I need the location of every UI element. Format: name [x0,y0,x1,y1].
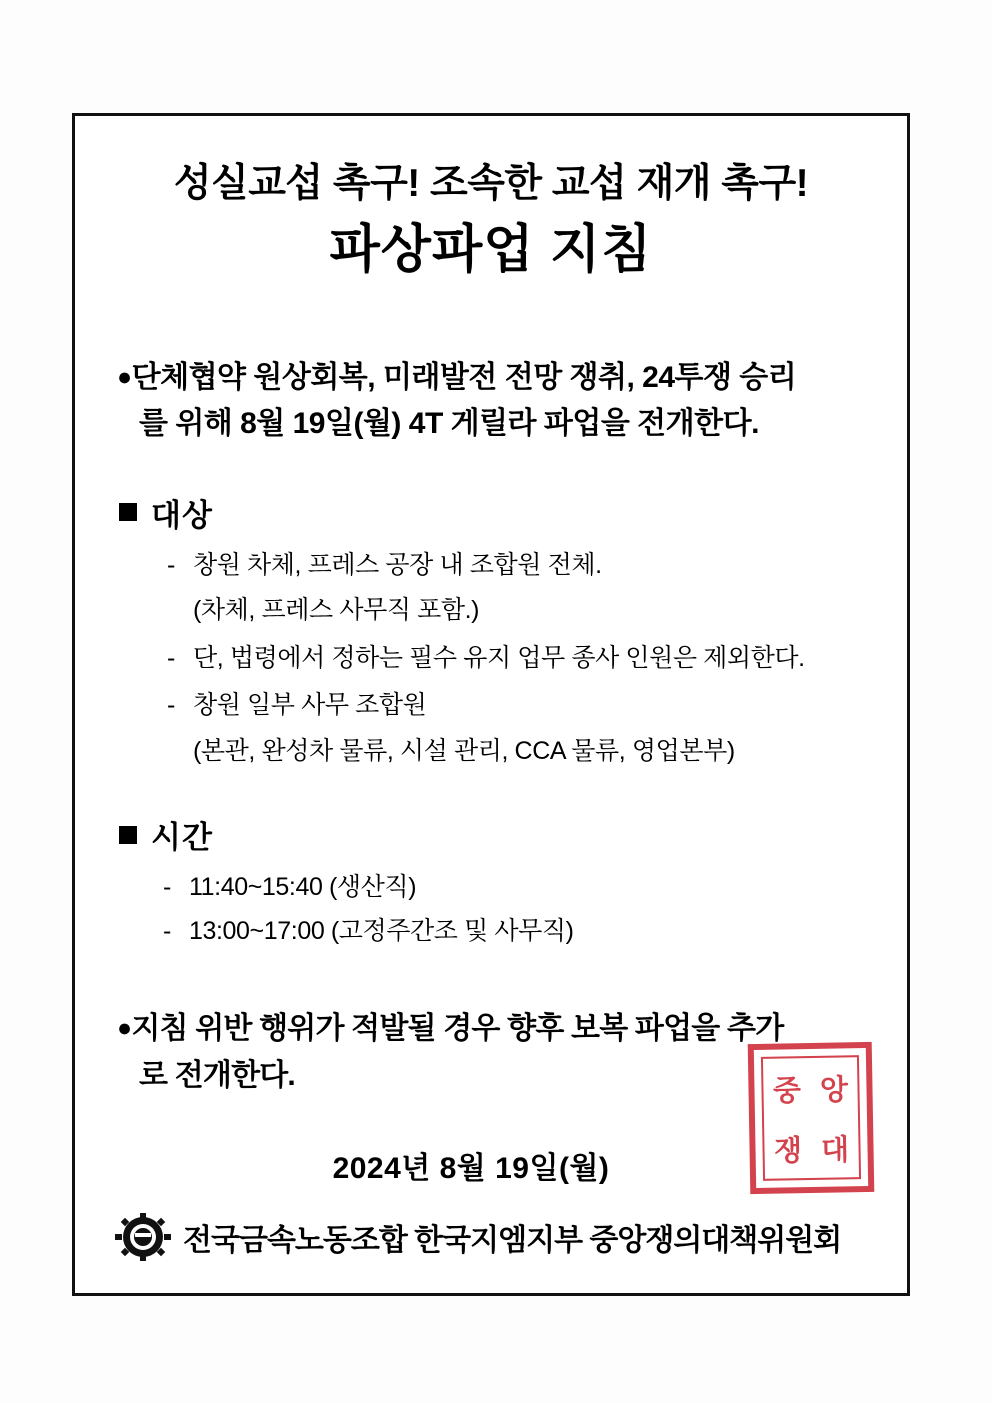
dash-icon: - [167,550,175,579]
list-item-subtext: (본관, 완성차 물류, 시설 관리, CCA 물류, 영업본부) [193,736,735,765]
page-title: 파상파업 지침 [329,220,653,279]
lead-line-1: 단체협약 원상회복, 미래발전 전망 쟁취, 24투쟁 승리 [131,360,797,394]
seal-char-1: 중 [772,1072,802,1108]
list-item-text: 창원 차체, 프레스 공장 내 조합원 전체. [193,550,602,579]
bullet-dot-icon: ● [117,1014,132,1043]
bullet-dot-icon: ● [117,362,132,391]
list-item-subtext: (차체, 프레스 사무직 포함.) [193,596,480,625]
square-bullet-icon [119,503,137,521]
issuing-organization: 전국금속노동조합 한국지엠지부 중앙쟁의대책위원회 [183,1224,842,1258]
square-bullet-icon [119,826,137,844]
section-target-heading [119,490,873,535]
list-item [163,913,873,951]
red-seal-stamp [748,1042,875,1194]
warning-line-2: 로 전개한다. [139,1058,295,1092]
section-target-heading-text: 대상 [151,497,213,533]
signature-row [109,1213,873,1261]
dash-icon: - [167,691,175,720]
lead-line-2: 를 위해 8월 19일(월) 4T 게릴라 파업을 전개한다. [139,407,759,441]
list-item-text: 11:40~15:40 (생산직) [189,873,417,902]
seal-char-4: 대 [820,1131,850,1167]
headline: 성실교섭 촉구! 조속한 교섭 재개 촉구! [173,162,809,205]
section-time-heading [119,812,873,857]
list-item [167,547,873,585]
lead-paragraph [109,355,873,448]
list-item-text: 단, 법령에서 정하는 필수 유지 업무 종사 인원은 제외한다. [193,643,805,672]
warning-line-1: 지침 위반 행위가 적발될 경우 향후 보복 파업을 추가 [131,1012,784,1046]
list-item [167,687,873,725]
list-item-text: 13:00~17:00 (고정주간조 및 사무직) [189,916,574,945]
seal-char-3: 쟁 [773,1132,803,1168]
section-target-items [119,547,873,771]
list-item [167,640,873,678]
dash-icon: - [163,873,171,902]
dash-icon: - [167,643,175,672]
list-item [163,869,873,907]
seal-char-2: 앙 [819,1071,849,1107]
section-target [109,490,873,771]
issue-date: 2024년 8월 19일(월) [332,1152,610,1186]
section-time [109,812,873,950]
list-item-text: 창원 일부 사무 조합원 [193,691,427,720]
notice-document [72,113,910,1296]
dash-icon: - [163,916,171,945]
section-time-items [119,869,873,950]
metal-workers-union-emblem-icon [115,1213,171,1261]
section-time-heading-text: 시간 [151,820,213,856]
